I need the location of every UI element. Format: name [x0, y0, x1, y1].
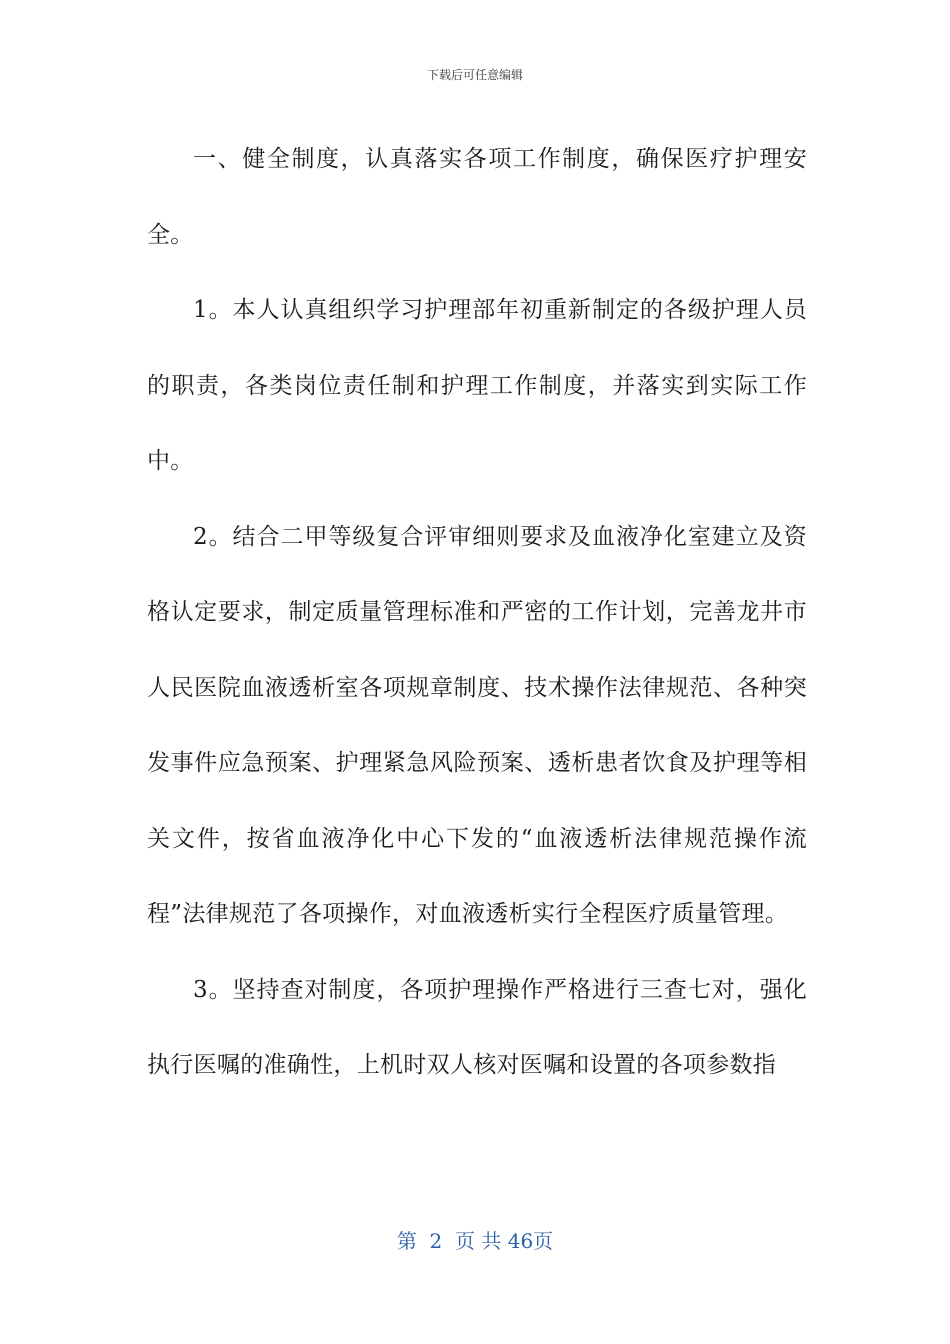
footer-page-number: 2: [429, 1229, 443, 1253]
document-body: [147, 122, 807, 1104]
paragraph-item-2: 2。结合二甲等级复合评审细则要求及血液净化室建立及资格认定要求，制定质量管理标准和严密的工作计划，完善龙井市人民医院血液透析室各项规章制度、技术操作法律规范、各种突发事件应急预案、护理紧急风险预案、透析患者饮食及护理等相关文件，按省血液净化中心下发的“血液透析法律规范操作流程”法律规范了各项操作，对血液透析实行全程医疗质量管理。: [147, 523, 807, 927]
page-footer: [0, 1225, 950, 1254]
footer-middle: 页 共: [455, 1229, 502, 1253]
page-header: 下载后可任意编辑: [426, 68, 523, 82]
footer-total-pages: 46: [507, 1229, 534, 1253]
paragraph-item-3: 3。坚持查对制度，各项护理操作严格进行三查七对，强化执行医嘱的准确性，上机时双人核对医嘱和设置的各项参数指: [147, 976, 807, 1078]
footer-suffix: 页: [533, 1229, 554, 1253]
paragraph-section-heading: 一、健全制度，认真落实各项工作制度，确保医疗护理安全。: [147, 146, 807, 248]
paragraph-item-1: 1。本人认真组织学习护理部年初重新制定的各级护理人员的职责，各类岗位责任制和护理工作制度，并落实到实际工作中。: [147, 297, 807, 474]
footer-prefix: 第: [396, 1229, 417, 1253]
